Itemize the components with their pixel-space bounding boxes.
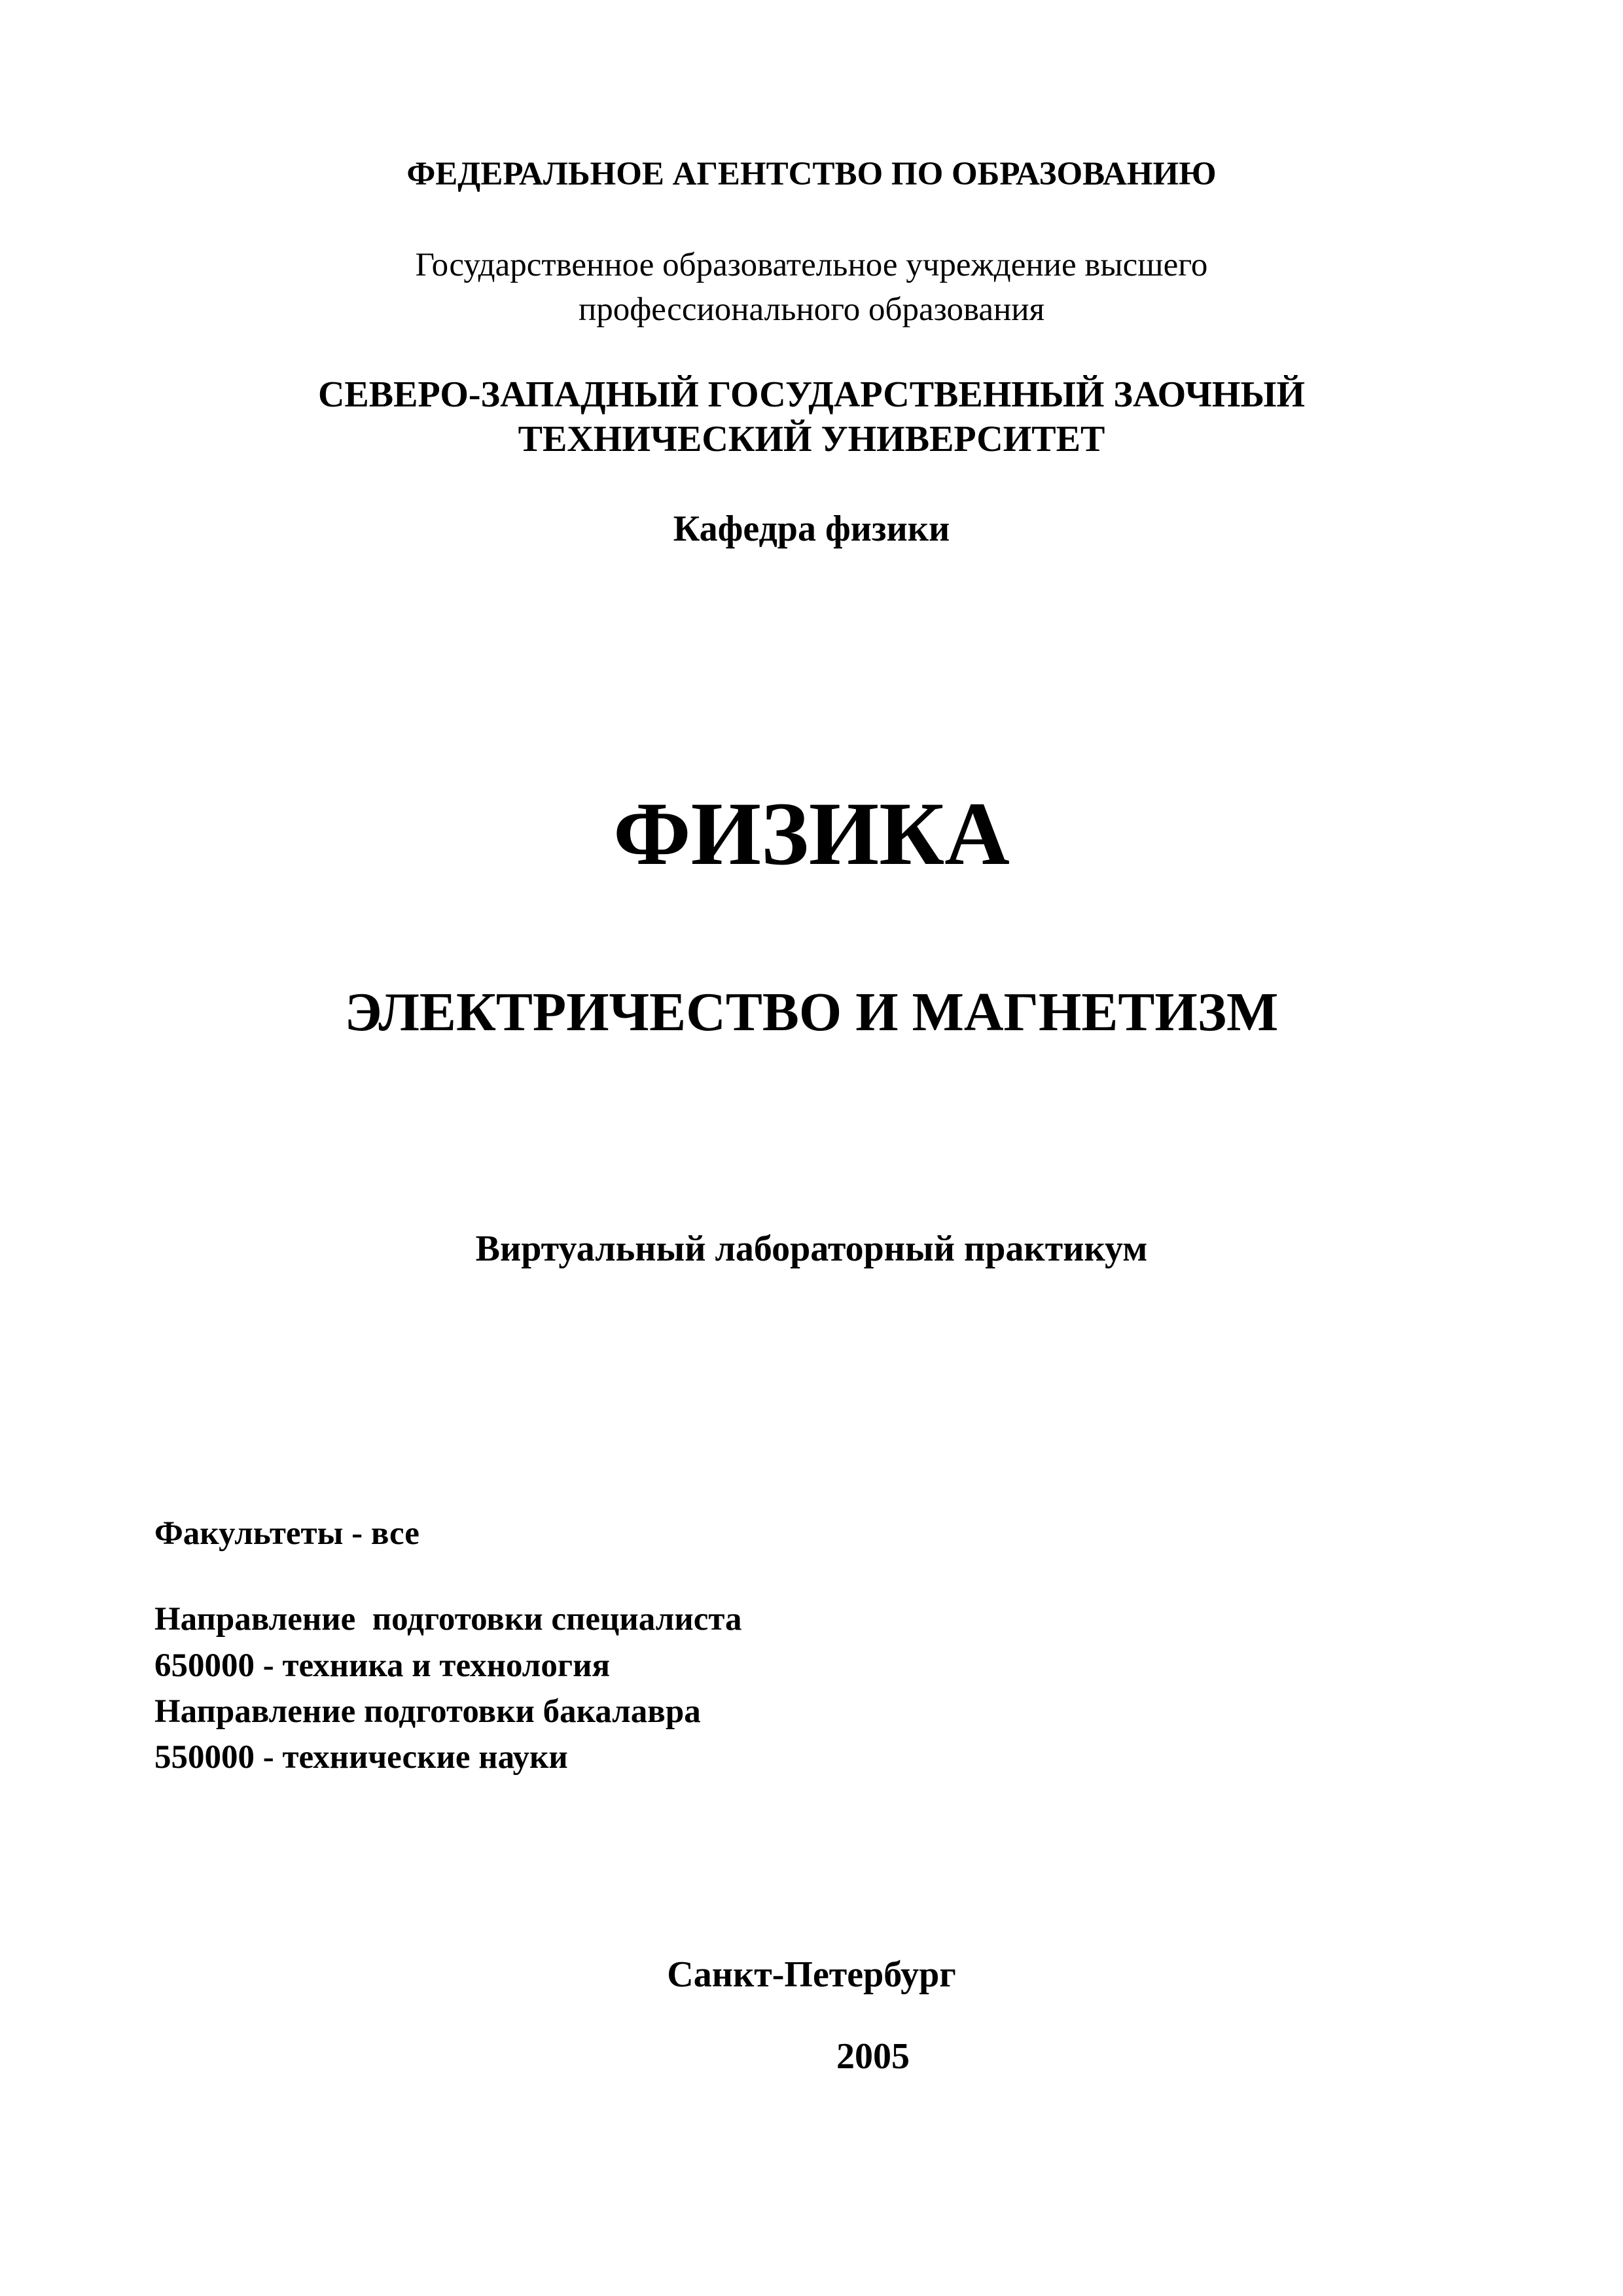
direction-line-3: Направление подготовки бакалавра [154,1693,701,1730]
document-subtitle: ЭЛЕКТРИЧЕСТВО И МАГНЕТИЗМ [344,982,1279,1043]
institution-line-1: Государственное образовательное учреждение высшего [415,247,1208,283]
direction-line-1: Направление подготовки специалиста [154,1601,742,1638]
practicum-label: Виртуальный лабораторный практикум [475,1229,1148,1269]
direction-line-2: 650000 - техника и технология [154,1647,611,1684]
department-name: Кафедра физики [673,509,950,549]
publication-city: Санкт-Петербург [667,1954,956,1995]
university-name-line-2: ТЕХНИЧЕСКИЙ УНИВЕРСИТЕТ [518,419,1105,459]
publication-year: 2005 [836,2036,910,2077]
agency-name: ФЕДЕРАЛЬНОЕ АГЕНТСТВО ПО ОБРАЗОВАНИЮ [406,156,1217,192]
faculties-line: Факультеты - все [154,1515,419,1552]
direction-line-4: 550000 - технические науки [154,1739,568,1776]
institution-line-2: профессионального образования [578,291,1045,328]
document-title: ФИЗИКА [613,783,1010,884]
university-name-line-1: СЕВЕРО-ЗАПАДНЫЙ ГОСУДАРСТВЕННЫЙ ЗАОЧНЫЙ [317,374,1306,415]
